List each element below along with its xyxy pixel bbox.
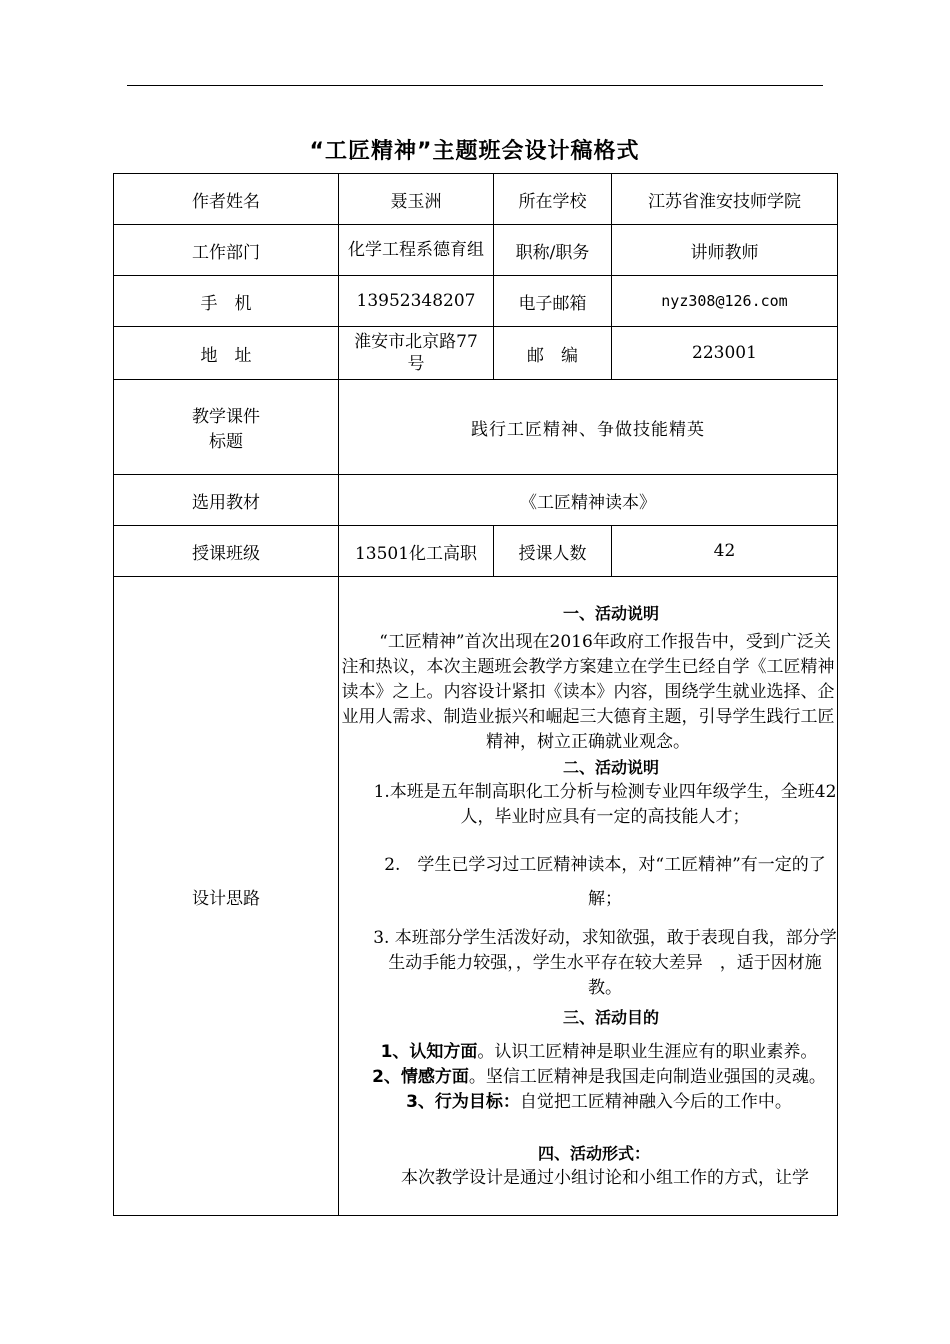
email-value: nyz308@126.com xyxy=(612,276,838,327)
document-title: “工匠精神”主题班会设计稿格式 xyxy=(309,139,640,164)
header-rule xyxy=(127,85,823,86)
dept-value: 化学工程系德育组 xyxy=(339,225,494,276)
position-value: 讲师教师 xyxy=(612,225,838,276)
course-title-label xyxy=(114,380,339,475)
class-label: 授课班级 xyxy=(114,526,339,577)
phone-label: 手 机 xyxy=(114,276,339,327)
table-row xyxy=(114,526,838,577)
email-label: 电子邮箱 xyxy=(494,276,612,327)
school-label: 所在学校 xyxy=(494,174,612,225)
postcode-value: 223001 xyxy=(612,327,838,380)
textbook-value: 《工匠精神读本》 xyxy=(339,475,838,526)
class-value: 13501化工高职 xyxy=(339,526,494,577)
course-title-value: 践行工匠精神、争做技能精英 xyxy=(339,380,838,475)
paragraph: “工匠精神”首次出现在2016年政府工作报告中，受到广泛关注和热议，本次主题班会教学方案建立在学生已经自学《工匠精神读本》之上。内容设计紧扣《读本》内容，围绕学生就业选择、企业用人需求、制造业振兴和崛起三大德育主题，引导学生践行工匠精神，树立正确就业观念。 xyxy=(341,632,835,752)
goal-label: 1、认知方面 xyxy=(380,1042,478,1062)
goal-item xyxy=(339,1065,837,1090)
table-row xyxy=(114,174,838,225)
section-heading: 三、活动目的 xyxy=(562,1008,659,1027)
goal-text: 。坚信工匠精神是我国走向制造业强国的灵魂。 xyxy=(468,1067,826,1087)
goal-item xyxy=(339,1090,837,1115)
course-label-line: 标题 xyxy=(209,432,243,452)
goal-label: 2、情感方面 xyxy=(372,1067,469,1087)
table-row xyxy=(114,577,838,1216)
position-label: 职称/职务 xyxy=(494,225,612,276)
goal-label: 3、行为目标： xyxy=(406,1092,520,1112)
table-row xyxy=(114,475,838,526)
section-heading: 一、活动说明 xyxy=(562,604,659,623)
paragraph: 本次教学设计是通过小组讨论和小组工作的方式，让学 xyxy=(401,1168,809,1188)
course-label-line: 教学课件 xyxy=(192,407,260,427)
section-heading: 二、活动说明 xyxy=(562,758,659,777)
goal-item xyxy=(339,1040,837,1065)
section-heading: 四、活动形式： xyxy=(537,1144,650,1163)
phone-value: 13952348207 xyxy=(339,276,494,327)
paragraph: 3. 本班部分学生活泼好动，求知欲强，敢于表现自我，部分学生动手能力较强，，学生水平存在较大差异 ，适于因材施教。 xyxy=(373,928,837,998)
paragraph: 2. 学生已学习过工匠精神读本，对“工匠精神”有一定的了解； xyxy=(384,855,826,909)
table-row xyxy=(114,327,838,380)
address-value: 淮安市北京路77号 xyxy=(339,327,494,380)
design-form-table xyxy=(113,173,838,1216)
goal-text: 。认识工匠精神是职业生涯应有的职业素养。 xyxy=(477,1042,818,1062)
postcode-label: 邮 编 xyxy=(494,327,612,380)
school-value: 江苏省淮安技师学院 xyxy=(612,174,838,225)
students-label: 授课人数 xyxy=(494,526,612,577)
paragraph: 1.本班是五年制高职化工分析与检测专业四年级学生，全班42人，毕业时应具有一定的高技能人才； xyxy=(373,782,837,827)
design-content xyxy=(339,577,838,1216)
table-row xyxy=(114,276,838,327)
author-label: 作者姓名 xyxy=(114,174,339,225)
design-label: 设计思路 xyxy=(114,577,339,1216)
table-row xyxy=(114,380,838,475)
goal-text: 自觉把工匠精神融入今后的工作中。 xyxy=(519,1092,792,1112)
dept-label: 工作部门 xyxy=(114,225,339,276)
textbook-label: 选用教材 xyxy=(114,475,339,526)
table-row xyxy=(114,225,838,276)
author-value: 聂玉洲 xyxy=(339,174,494,225)
students-value: 42 xyxy=(612,526,838,577)
address-label: 地 址 xyxy=(114,327,339,380)
